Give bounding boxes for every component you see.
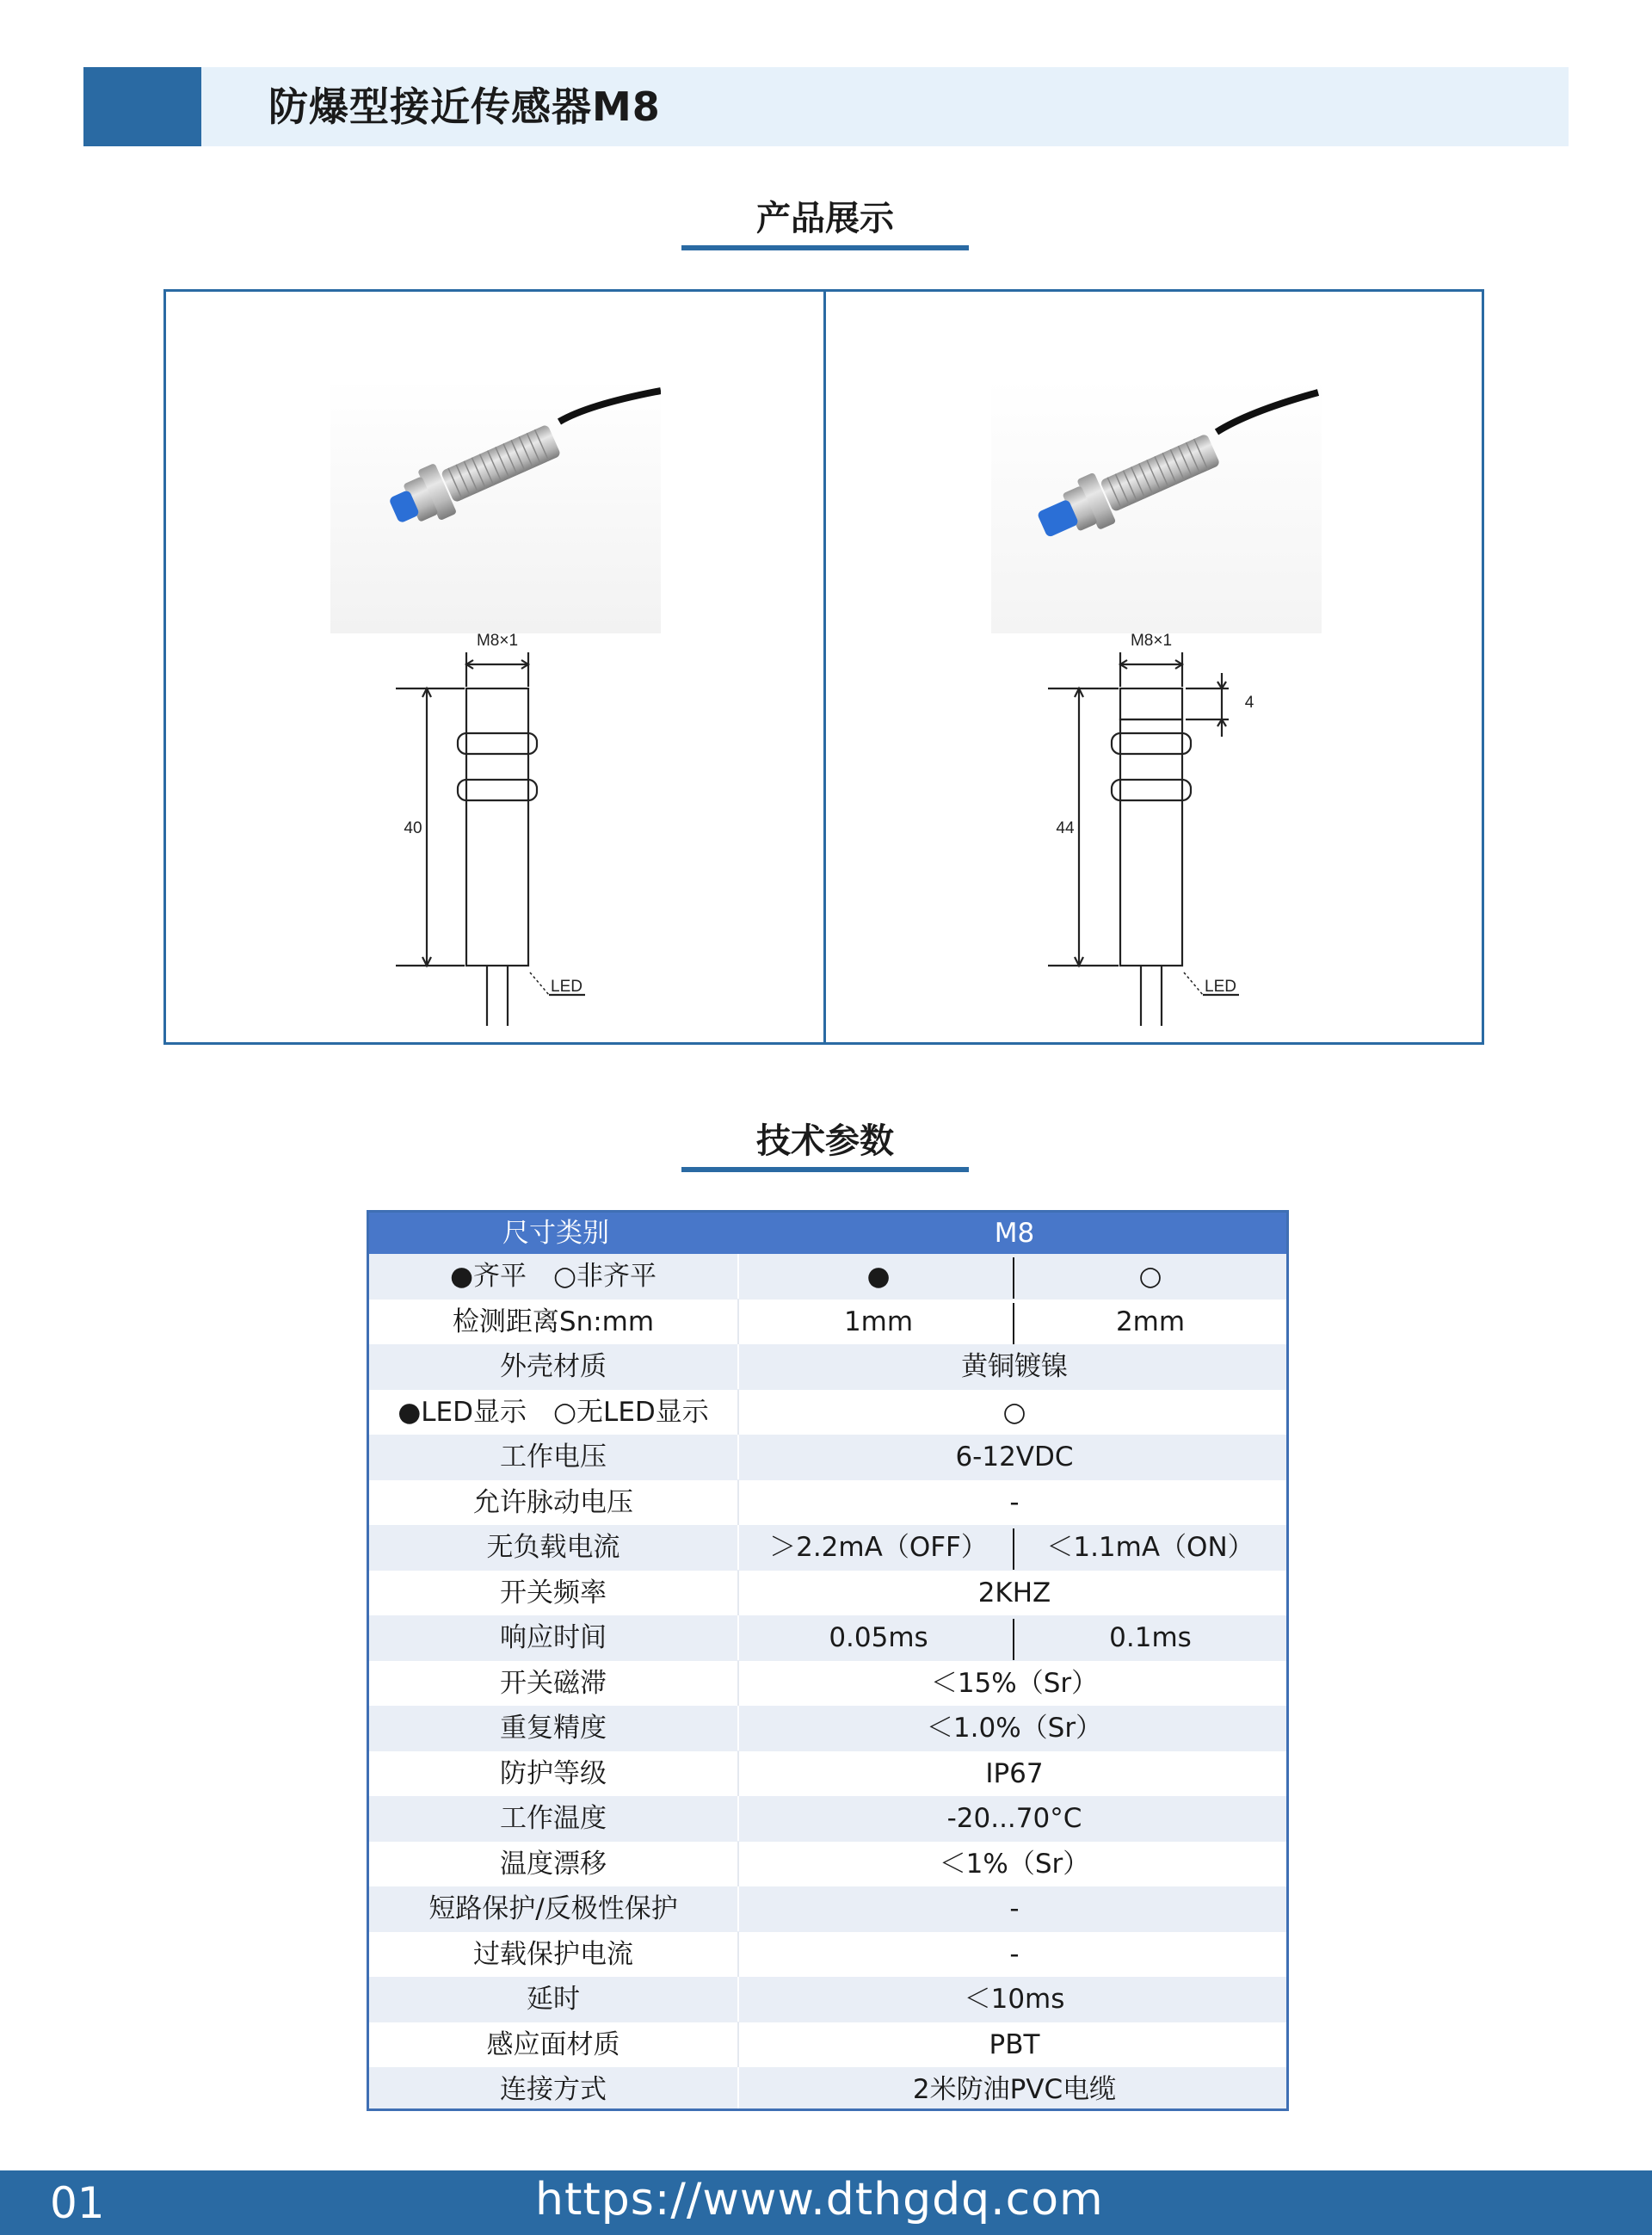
row-label: 无负载电流: [369, 1525, 739, 1570]
row-value: PBT: [989, 2028, 1040, 2060]
row-value: ＜15%（Sr）: [930, 1667, 1099, 1699]
row-value: -: [1009, 1486, 1020, 1518]
row-value-right: 0.1ms: [1109, 1622, 1192, 1653]
table-row: [369, 1661, 1286, 1707]
table-row: [369, 1977, 1286, 2022]
row-value-right: ＜1.1mA（ON）: [1046, 1532, 1254, 1563]
section-underline-tech: [681, 1167, 969, 1172]
website-link[interactable]: https://www.dthgdq.com: [535, 2174, 1104, 2226]
table-row: [369, 1480, 1286, 1526]
row-value: IP67: [985, 1757, 1044, 1789]
table-row: [369, 2067, 1286, 2111]
table-row: [369, 1390, 1286, 1435]
table-row: [369, 2022, 1286, 2068]
section-title-tech-params: 技术参数: [756, 1121, 894, 1161]
row-value: ＜10ms: [964, 1984, 1065, 2015]
led-label: LED: [1205, 978, 1236, 996]
table-row: [369, 1615, 1286, 1661]
product-photo-flush: [330, 379, 661, 633]
row-label: 工作温度: [369, 1796, 739, 1841]
row-value: 6-12VDC: [955, 1442, 1074, 1473]
protrusion-label: 4: [1244, 694, 1254, 712]
table-row: [369, 1300, 1286, 1345]
header-label: 尺寸类别: [502, 1218, 609, 1249]
row-label: 温度漂移: [369, 1842, 739, 1886]
row-value: ＜1%（Sr）: [939, 1848, 1090, 1880]
row-label: 允许脉动电压: [369, 1480, 739, 1525]
length-label: 44: [1056, 819, 1075, 837]
led-label: LED: [551, 978, 583, 996]
row-value: ＜1.0%（Sr）: [926, 1713, 1103, 1744]
row-value-right: ○: [1138, 1261, 1162, 1292]
table-row: [369, 1525, 1286, 1571]
row-value: 2KHZ: [977, 1577, 1051, 1608]
dimension-drawing-nonflush: [1022, 620, 1280, 1033]
row-label: 防护等级: [369, 1751, 739, 1796]
row-label: 感应面材质: [369, 2022, 739, 2067]
table-row: [369, 1842, 1286, 1887]
section-title-product-display: 产品展示: [756, 199, 894, 238]
row-label: ●齐平 ○非齐平: [369, 1254, 739, 1299]
row-label: 外壳材质: [369, 1344, 739, 1389]
row-value-left: 0.05ms: [829, 1622, 928, 1653]
thread-label: M8×1: [1130, 632, 1173, 650]
row-value: -: [1009, 1938, 1020, 1970]
table-row: [369, 1254, 1286, 1300]
row-value: ○: [1002, 1396, 1026, 1428]
row-value: -: [1009, 1893, 1020, 1924]
page-number: 01: [50, 2178, 105, 2228]
dimension-drawing-flush: [379, 620, 628, 1033]
product-frame-divider: [823, 289, 826, 1045]
row-label: 延时: [369, 1977, 739, 2022]
header-accent-block: [83, 67, 201, 146]
spec-table: [367, 1210, 1289, 2111]
row-label: 开关频率: [369, 1571, 739, 1615]
length-label: 40: [404, 819, 422, 837]
row-label: 检测距离Sn:mm: [369, 1300, 739, 1344]
spec-table-header: [369, 1213, 1286, 1254]
row-label: 开关磁滞: [369, 1661, 739, 1706]
row-value: 2米防油PVC电缆: [912, 2074, 1117, 2105]
row-value-left: 1mm: [843, 1306, 914, 1337]
table-row: [369, 1886, 1286, 1932]
row-value-left: ●: [866, 1261, 891, 1292]
row-label: 工作电压: [369, 1435, 739, 1479]
row-value: 黄铜镀镍: [961, 1351, 1068, 1382]
row-value: -20...70°C: [946, 1803, 1082, 1834]
table-row: [369, 1751, 1286, 1797]
table-row: [369, 1932, 1286, 1978]
page-title: 防爆型接近传感器M8: [268, 83, 661, 130]
table-row: [369, 1344, 1286, 1390]
row-label: ●LED显示 ○无LED显示: [369, 1390, 739, 1435]
row-value-left: ＞2.2mA（OFF）: [769, 1532, 988, 1563]
thread-label: M8×1: [476, 632, 519, 650]
row-label: 响应时间: [369, 1615, 739, 1660]
row-value-right: 2mm: [1115, 1306, 1186, 1337]
table-row: [369, 1435, 1286, 1480]
row-label: 短路保护/反极性保护: [369, 1886, 739, 1931]
table-row: [369, 1706, 1286, 1751]
section-underline-product: [681, 245, 969, 250]
row-label: 重复精度: [369, 1706, 739, 1750]
table-row: [369, 1571, 1286, 1616]
row-label: 连接方式: [369, 2067, 739, 2111]
table-row: [369, 1796, 1286, 1842]
product-photo-nonflush: [991, 379, 1322, 633]
header-value: M8: [994, 1218, 1035, 1249]
row-label: 过载保护电流: [369, 1932, 739, 1977]
